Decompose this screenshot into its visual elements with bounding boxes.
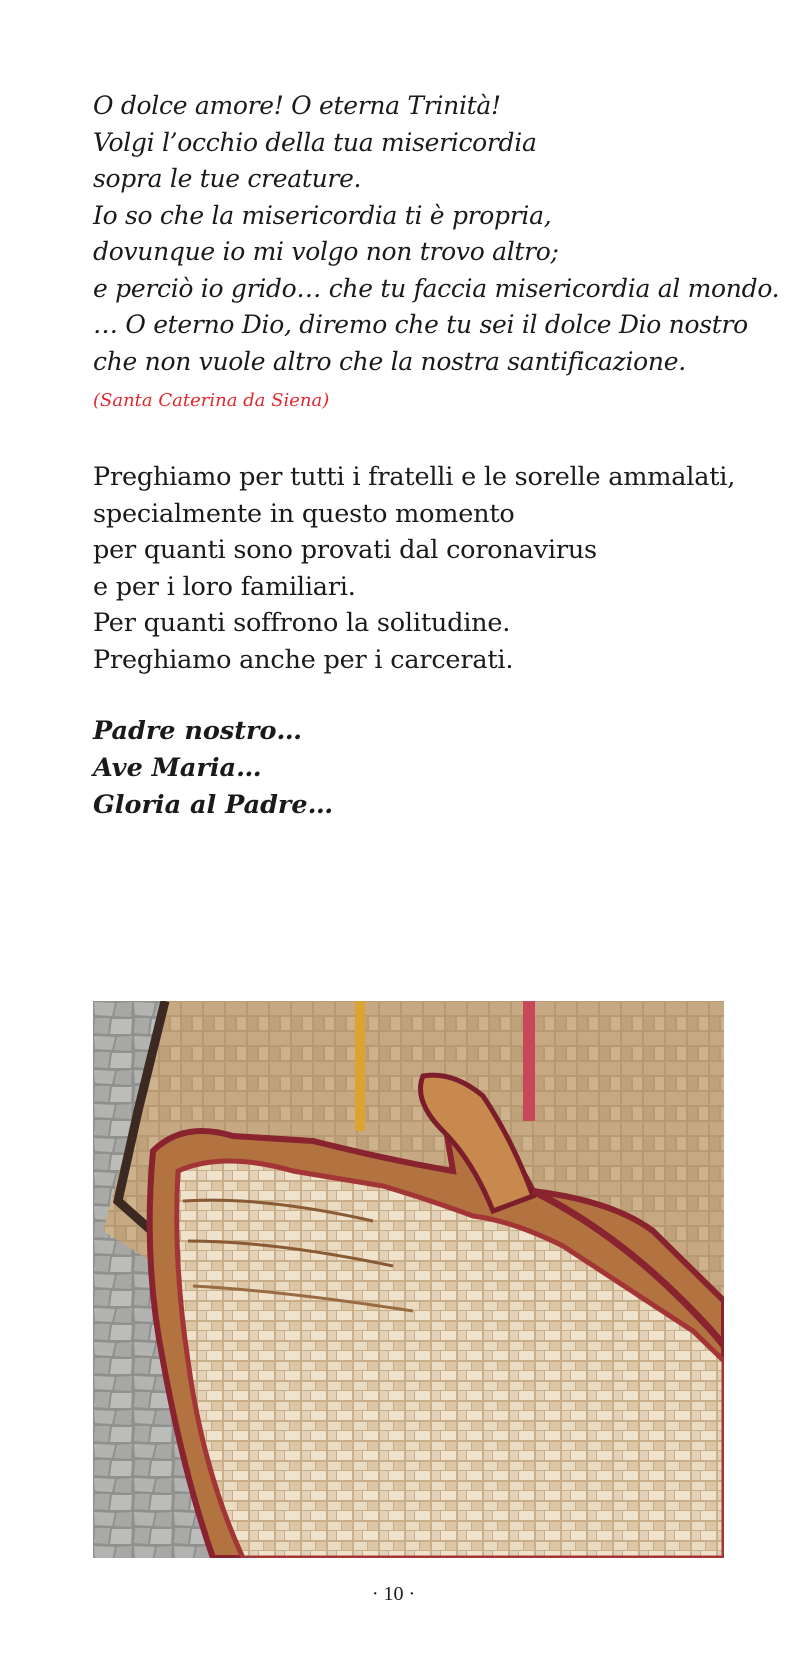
poem-line: sopra le tue creature. (93, 164, 362, 193)
prayer-line: Preghiamo per tutti i fratelli e le sorelle ammalati, (93, 462, 736, 492)
closing-prayer-line: Gloria al Padre… (93, 790, 334, 820)
closing-prayers (93, 713, 753, 824)
poem-line: e perciò io grido… che tu faccia misericordia al mondo. (93, 273, 780, 303)
quote-attribution: (Santa Caterina da Siena) (93, 390, 330, 411)
prayer-line: per quanti sono provati dal coronavirus (93, 535, 597, 565)
prayer-line: Per quanti soffrono la solitudine. (93, 608, 511, 638)
mosaic-hand-image (93, 1001, 724, 1558)
intercession-prayer (93, 459, 753, 678)
poem-line: Io so che la misericordia ti è propria, (93, 200, 552, 230)
closing-prayer-line: Padre nostro… (93, 716, 303, 746)
prayer-line: Preghiamo anche per i carcerati. (93, 644, 514, 675)
prayer-line: specialmente in questo momento (93, 498, 515, 529)
poem-line: Volgi l’occhio della tua misericordia (93, 127, 537, 157)
poem-line: dovunque io mi volgo non trovo altro; (93, 237, 559, 266)
poem-line: O dolce amore! O eterna Trinità! (93, 91, 501, 120)
closing-prayer-line: Ave Maria… (93, 753, 262, 783)
poem-line: che non vuole altro che la nostra santificazione. (93, 346, 686, 376)
prayer-line: e per i loro familiari. (93, 571, 356, 602)
poem-quote (93, 88, 780, 380)
poem-line: … O eterno Dio, diremo che tu sei il dolce Dio nostro (93, 310, 748, 339)
page-number: · 10 · (371, 1583, 416, 1605)
